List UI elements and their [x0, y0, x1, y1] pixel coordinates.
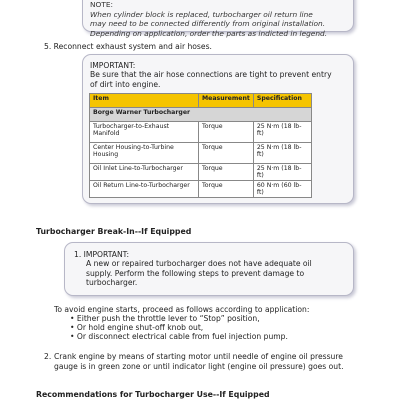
list-item: • Or hold engine shut-off knob out,	[70, 323, 288, 332]
important-label: IMPORTANT:	[90, 61, 136, 70]
cell-measurement: Torque	[199, 164, 254, 181]
cell-item: Oil Return Line-to-Turbocharger	[90, 181, 199, 198]
step-2-text	[54, 352, 364, 371]
step-2-line: gauge is in green zone or until indicator light (engine oil pressure) goes out.	[54, 361, 344, 371]
important-text	[90, 70, 346, 89]
cell-measurement: Torque	[199, 122, 254, 143]
avoid-intro: To avoid engine starts, proceed as follows according to application:	[54, 305, 310, 314]
section-heading-break-in: Turbocharger Break-In--If Equipped	[36, 227, 192, 236]
note-line: Depending on application, order the parts as indicted in legend.	[90, 28, 328, 38]
table-subheader: Borge Warner Turbocharger	[90, 108, 312, 122]
important-2-text	[86, 259, 348, 288]
table-row	[90, 164, 312, 181]
step-5: 5. Reconnect exhaust system and air hoses.	[44, 42, 212, 51]
header-item: Item	[90, 94, 199, 108]
note-label: NOTE:	[90, 0, 114, 9]
step-2-number: 2.	[44, 352, 52, 361]
step-2-line: Crank engine by means of starting motor until needle of engine oil pressure	[54, 352, 343, 361]
important-2-line: supply. Perform the following steps to prevent damage to	[86, 268, 305, 278]
table-row	[90, 143, 312, 164]
cell-spec: 60 N·m (60 lb-ft)	[253, 181, 311, 198]
important-2-line: turbocharger.	[86, 278, 138, 288]
important-line: Be sure that the air hose connections are tight to prevent entry	[90, 70, 332, 79]
cell-spec: 25 N·m (18 lb-ft)	[253, 122, 311, 143]
header-measurement: Measurement	[199, 94, 254, 108]
table-header-row	[90, 94, 312, 108]
cell-item: Turbocharger-to-Exhaust Manifold	[90, 122, 199, 143]
specification-table	[89, 93, 312, 198]
important-2-line: A new or repaired turbocharger does not have adequate oil	[86, 259, 312, 268]
cell-item: Oil Inlet Line-to-Turbocharger	[90, 164, 199, 181]
table-subheader-row	[90, 108, 312, 122]
important-line: of dirt into engine.	[90, 79, 161, 89]
cell-spec: 25 N·m (18 lb-ft)	[253, 143, 311, 164]
cell-measurement: Torque	[199, 143, 254, 164]
cell-measurement: Torque	[199, 181, 254, 198]
note-text	[90, 0, 352, 38]
cell-item: Center Housing-to-Turbine Housing	[90, 143, 199, 164]
header-specification: Specification	[253, 94, 311, 108]
section-heading-recommendations: Recommendations for Turbocharger Use--If Equipped	[36, 390, 270, 399]
important-2-label: 1. IMPORTANT:	[74, 250, 130, 259]
list-item: • Either push the throttle lever to “Stop” position,	[70, 314, 288, 323]
table-row	[90, 122, 312, 143]
bullet-list	[70, 314, 288, 342]
table-row	[90, 181, 312, 198]
note-line: may need to be connected differently from original installation.	[90, 19, 326, 29]
note-line: When cylinder block is replaced, turbocharger oil return line	[90, 9, 313, 19]
cell-spec: 25 N·m (18 lb-ft)	[253, 164, 311, 181]
list-item: • Or disconnect electrical cable from fuel injection pump.	[70, 332, 288, 341]
